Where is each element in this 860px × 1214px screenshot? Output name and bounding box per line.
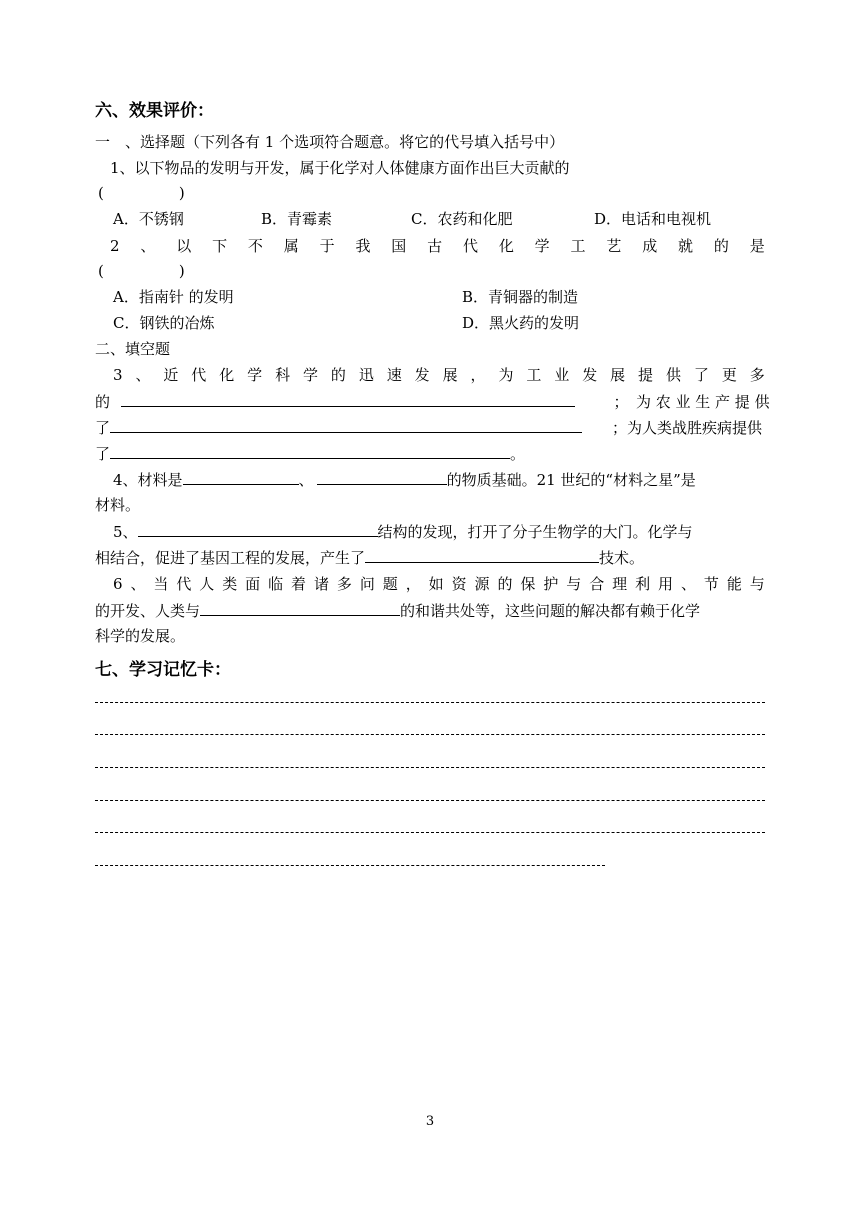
question-4-blank-1[interactable] [183, 469, 299, 485]
question-6-line-3: 科学的发展。 [95, 627, 186, 645]
section-7-title: 七、学习记忆卡： [95, 660, 231, 680]
question-5-line-1: 5、 结构的发现，打开了分子生物学的大门。化学与 [113, 523, 693, 541]
question-2-option-c: C．钢铁的冶炼 [113, 314, 215, 332]
question-1-stem: 1、以下物品的发明与开发，属于化学对人体健康方面作出巨大贡献的 [110, 159, 570, 177]
question-5-line-2: 相结合，促进了基因工程的发展，产生了 技术。 [95, 549, 645, 567]
memory-card-line[interactable] [95, 832, 765, 833]
question-1-option-d: D．电话和电视机 [594, 210, 712, 228]
question-1-answer-paren: ( ) [98, 184, 185, 202]
memory-card-line[interactable] [95, 702, 765, 703]
question-2-option-a: A．指南针 的发明 [113, 288, 234, 306]
question-3-line-3: 了 ；为人类战胜疾病提供 [95, 419, 763, 437]
question-3-line-2: 的 ； 为 农 业 生 产 提 供 [95, 393, 770, 411]
question-4-line-1: 4、材料是 、 的物质基础。21 世纪的“材料之星”是 [113, 471, 696, 489]
question-2-answer-paren: ( ) [98, 262, 185, 280]
question-5-blank-1[interactable] [138, 521, 378, 537]
choice-section-title: 一 、选择题（下列各有 1 个选项符合题意。将它的代号填入括号中） [95, 133, 565, 151]
question-1-option-c: C．农药和化肥 [411, 210, 513, 228]
question-3-blank-3[interactable] [110, 443, 510, 459]
question-2-option-b: B．青铜器的制造 [462, 288, 579, 306]
question-1-option-b: B．青霉素 [261, 210, 333, 228]
question-4-blank-2[interactable] [317, 469, 447, 485]
memory-card-line[interactable] [95, 865, 605, 866]
question-1-option-a: A．不锈钢 [113, 210, 184, 228]
question-6-blank-1[interactable] [200, 600, 400, 616]
memory-card-line[interactable] [95, 734, 765, 735]
question-3-blank-1[interactable] [121, 391, 575, 407]
memory-card-line[interactable] [95, 800, 765, 801]
fill-blank-section-title: 二、填空题 [95, 340, 171, 358]
question-2-stem: 2 、 以 下 不 属 于 我 国 古 代 化 学 工 艺 成 就 的 是 [110, 237, 765, 255]
question-6-line-2: 的开发、人类与 的和谐共处等，这些问题的解决都有赖于化学 [95, 602, 701, 620]
question-3-line-4: 了 。 [95, 445, 526, 463]
question-6-line-1: 6 、 当 代 人 类 面 临 着 诸 多 问 题 ， 如 资 源 的 保 护 与 合 理 利 用 、 节 能 与 [113, 575, 765, 593]
memory-card-line[interactable] [95, 767, 765, 768]
question-3-line-1: 3 、 近 代 化 学 科 学 的 迅 速 发 展 ， 为 工 业 发 展 提 供 了 更 多 [113, 366, 765, 384]
section-6-title: 六、效果评价： [95, 101, 214, 121]
question-2-option-d: D．黑火药的发明 [462, 314, 580, 332]
question-4-line-2: 材料。 [95, 496, 141, 514]
question-3-blank-2[interactable] [110, 417, 582, 433]
question-5-blank-2[interactable] [365, 547, 599, 563]
page-number: 3 [425, 1114, 435, 1129]
